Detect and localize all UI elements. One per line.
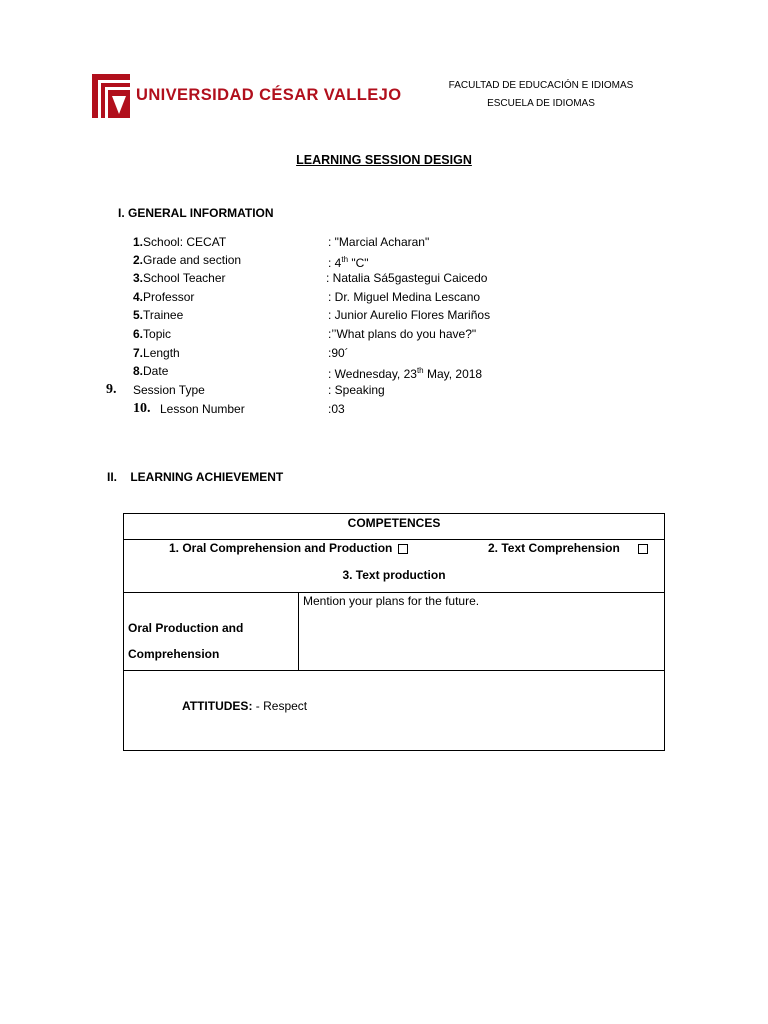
info-row-grade: 2.Grade and section : 4th "C" bbox=[133, 253, 369, 270]
competence-2-checkbox[interactable] bbox=[638, 544, 648, 554]
area-label-line-2: Comprehension bbox=[128, 647, 220, 661]
info-row-professor: 4.Professor : Dr. Miguel Medina Lescano bbox=[133, 290, 481, 304]
table-divider bbox=[124, 539, 664, 540]
section-general-information-heading: I. GENERAL INFORMATION bbox=[118, 206, 274, 220]
area-label-line-1: Oral Production and bbox=[128, 621, 244, 635]
section-learning-achievement-heading: II. LEARNING ACHIEVEMENT bbox=[107, 470, 284, 484]
info-row-trainee: 5.Trainee : Junior Aurelio Flores Mariños bbox=[133, 308, 491, 322]
competences-header: COMPETENCES bbox=[347, 516, 441, 530]
table-column-divider bbox=[298, 592, 299, 670]
competence-1: 1. Oral Comprehension and Production bbox=[169, 541, 408, 555]
faculty-block bbox=[425, 77, 657, 113]
info-row-lesson-number: 10. Lesson Number :03 bbox=[133, 401, 345, 416]
table-divider bbox=[124, 670, 664, 671]
info-row-date: 8.Date : Wednesday, 23th May, 2018 bbox=[133, 364, 483, 381]
info-row-length: 7.Length :90´ bbox=[133, 346, 349, 360]
info-row-topic: 6.Topic :’’What plans do you have?" bbox=[133, 327, 477, 341]
faculty-name: FACULTAD DE EDUCACIÓN E IDIOMAS bbox=[448, 80, 634, 91]
attitudes: ATTITUDES: - Respect bbox=[182, 699, 308, 713]
capacity-text: Mention your plans for the future. bbox=[303, 594, 480, 608]
info-row-session-type: 9. Session Type : Speaking bbox=[106, 382, 385, 397]
competence-2: 2. Text Comprehension bbox=[488, 541, 648, 555]
info-row-school-teacher: 3.School Teacher : Natalia Sá5gastegui Caicedo bbox=[133, 271, 488, 285]
university-crest-icon bbox=[92, 74, 130, 118]
info-row-school: 1.School: CECAT : "Marcial Acharan" bbox=[133, 235, 430, 249]
school-name: ESCUELA DE IDIOMAS bbox=[487, 98, 595, 109]
university-name: UNIVERSIDAD CÉSAR VALLEJO bbox=[136, 86, 402, 104]
competence-3: 3. Text production bbox=[342, 568, 446, 582]
table-divider bbox=[124, 592, 664, 593]
competence-1-checkbox[interactable] bbox=[398, 544, 408, 554]
document-title: LEARNING SESSION DESIGN bbox=[296, 153, 472, 167]
competences-table bbox=[123, 513, 665, 751]
